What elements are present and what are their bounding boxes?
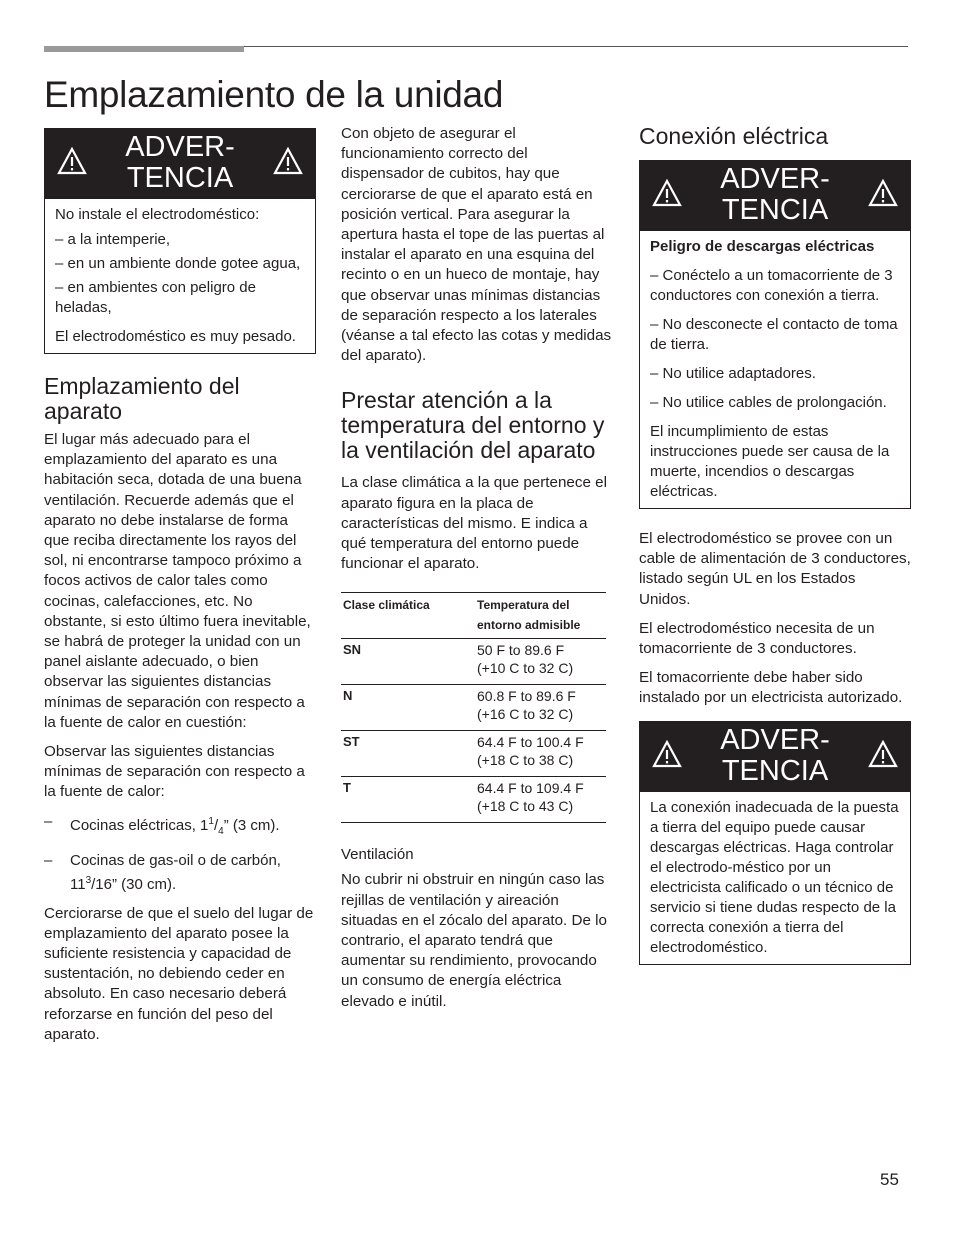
warning-body: [640, 231, 910, 508]
list-dash: –: [44, 851, 53, 869]
fraction-numerator: 1: [208, 815, 214, 827]
paragraph: Observar las siguientes distancias mínimas de separación con respecto a la fuente de calor:: [44, 743, 305, 801]
warning-item: – No utilice adaptadores.: [650, 365, 816, 382]
warning-box-electric: [639, 160, 911, 509]
section-title-temperatura: Prestar atención a la temperatura del entorno y la ventilación del aparato: [341, 387, 605, 464]
warning-title-line2: TENCIA: [721, 754, 829, 787]
table-cell-temp: 64.4 F to 100.4 F (+18 C to 38 C): [475, 731, 606, 777]
fraction-denominator: 4: [218, 825, 224, 837]
warning-header: [45, 129, 315, 199]
page-title: Emplazamiento de la unidad: [44, 74, 504, 115]
list-text-after: /16” (30 cm).: [91, 875, 177, 893]
table-header: Temperatura del entorno admisible: [475, 593, 606, 639]
column-right: [639, 124, 911, 985]
warning-title-line1: ADVER-: [125, 131, 235, 163]
warning-item: – Conéctelo a un tomacorriente de 3 conductores con conexión a tierra.: [650, 267, 893, 304]
table-row: [341, 777, 606, 823]
list-item: – Cocinas eléctricas, $1^1/_4$” (3 cm).: [44, 812, 316, 842]
warning-item: – No utilice cables de prolongación.: [650, 394, 887, 411]
section-title-emplazamiento: Emplazamiento del aparato: [44, 373, 240, 424]
warning-title-line1: ADVER-: [720, 163, 830, 195]
warning-triangle-icon: [273, 147, 303, 175]
table-row: [341, 685, 606, 731]
warning-subtitle: Peligro de descargas eléctricas: [650, 238, 875, 255]
paragraph: La clase climática a la que pertenece el aparato figura en la placa de características del mismo. E indica a qué temperatura del entorno puede funcionar el aparato.: [341, 474, 607, 573]
paragraph: El electrodoméstico necesita de un tomacorriente de 3 conductores.: [639, 619, 875, 658]
column-left: [44, 128, 316, 1054]
paragraph: El lugar más adecuado para el emplazamiento del aparato es una habitación seca, dotada de una buena ventilación. Recuerde además que el aparato no debe instalarse de forma que reciba directamente los rayos del sol, ni encontrarse tampoco próximo a focos activos de calor tales como cocinas, calefacciones, etc. No obstante, si esto último fuera inevitable, se habrá de proteger la unidad con un panel aislante adecuado, o bien observar las siguientes distancias mínimas de separación con respecto a la fuente de calor en cuestión:: [44, 431, 311, 731]
table-cell-temp: 60.8 F to 89.6 F (+16 C to 32 C): [475, 685, 606, 731]
fraction-numerator: 3: [85, 874, 92, 886]
table-row: [341, 731, 606, 777]
list-dash: –: [44, 812, 53, 830]
table-header: Clase climática: [341, 593, 475, 639]
warning-outro: El incumplimiento de estas instrucciones puede ser causa de la muerte, incendios o descargas eléctricas.: [650, 423, 890, 500]
paragraph: Cerciorarse de que el suelo del lugar de emplazamiento del aparato posee la suficiente resistencia y capacidad de sustentación, no debiendo ceder en absoluto. En caso necesario deberá reforzarse en función del peso del aparato.: [44, 904, 314, 1043]
table-header-row: [341, 593, 606, 639]
list-text: Cocinas eléctricas, 1: [70, 816, 209, 834]
warning-body: [45, 199, 315, 353]
column-middle: [341, 124, 613, 1021]
warning-item: – en un ambiente donde gotee agua,: [55, 255, 301, 272]
table-cell-class: ST: [341, 731, 475, 777]
warning-box-grounding: [639, 721, 911, 965]
table-row: [341, 639, 606, 685]
climate-class-table: [341, 592, 606, 823]
warning-text: La conexión inadecuada de la puesta a tierra del equipo puede causar descargas eléctricas. Haga controlar el electrodo-méstico por un electricista calificado o un técnico de servicio si tiene dudas respecto de la correcta conexión a tierra del electrodoméstico.: [650, 798, 899, 956]
warning-outro: El electrodoméstico es muy pesado.: [55, 328, 296, 345]
table-cell-temp: 50 F to 89.6 F (+10 C to 32 C): [475, 639, 606, 685]
warning-triangle-icon: [868, 740, 898, 768]
warning-title-line1: ADVER-: [720, 723, 830, 756]
list-item: [44, 851, 316, 895]
table-cell-temp: 64.4 F to 109.4 F (+18 C to 43 C): [475, 777, 606, 823]
list-text: Cocinas de gas-oil o de carbón, 11: [70, 851, 281, 893]
warning-title-line2: TENCIA: [126, 162, 234, 194]
table-cell-class: N: [341, 685, 475, 731]
paragraph: El tomacorriente debe haber sido instalado por un electricista autorizado.: [639, 669, 903, 707]
table-cell-class: SN: [341, 639, 475, 685]
table-cell-class: T: [341, 777, 475, 823]
warning-item: – en ambientes con peligro de heladas,: [55, 279, 256, 316]
warning-intro: No instale el electrodoméstico:: [55, 206, 260, 223]
paragraph: El electrodoméstico se provee con un cable de alimentación de 3 conductores, listado según UL en los Estados Unidos.: [639, 530, 911, 608]
warning-triangle-icon: [868, 179, 898, 207]
warning-body: [640, 792, 910, 964]
paragraph: No cubrir ni obstruir en ningún caso las rejillas de ventilación y aireación situadas en el zócalo del aparato. De lo contrario, el aparato tendrá que aumentar su rendimiento, provocando un consumo de energía eléctrica elevado e inútil.: [341, 871, 607, 1010]
warning-title-line2: TENCIA: [721, 194, 829, 226]
warning-item: – No desconecte el contacto de toma de tierra.: [650, 316, 898, 353]
warning-header: [640, 161, 910, 231]
paragraph: Con objeto de asegurar el funcionamiento correcto del dispensador de cubitos, hay que cerciorarse de que el aparato está en posición vertical. Para asegurar la apertura hasta el tope de las puertas al instalar el aparato en una esquina del recinto o en un hueco de montaje, hay que observar unas mínimas distancias de separación respecto a los laterales (véanse a tal efecto las cotas y medidas del aparato).: [341, 125, 612, 365]
list-text-after: ” (3 cm).: [223, 816, 280, 834]
warning-item: – a la intemperie,: [55, 231, 171, 248]
warning-header: [640, 722, 910, 792]
subsection-title-ventilacion: Ventilación: [341, 846, 414, 864]
top-rule-accent: [44, 46, 244, 52]
page-number: 55: [880, 1170, 899, 1189]
warning-box-installation: [44, 128, 316, 354]
section-title-conexion: Conexión eléctrica: [639, 123, 829, 149]
